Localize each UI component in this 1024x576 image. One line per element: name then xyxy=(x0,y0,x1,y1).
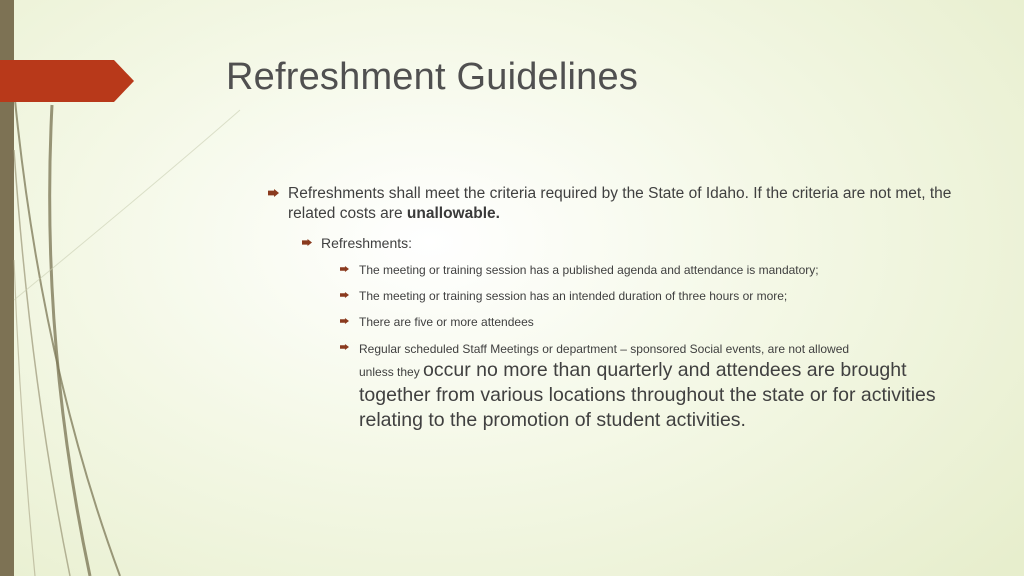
slide-title: Refreshment Guidelines xyxy=(226,56,639,98)
staff-meetings-large-text: occur no more than quarterly and attendees are brought together from various locations throughout the state or for activities relating to the promotion of student activities. xyxy=(359,359,936,431)
arrow-bullet-icon xyxy=(268,189,279,197)
bullet-criteria xyxy=(288,184,968,224)
sub-bullet-staff-meetings xyxy=(359,341,969,433)
arrow-bullet-icon xyxy=(340,344,349,350)
staff-meetings-line1: Regular scheduled Staff Meetings or department – sponsored Social events, are not allowed xyxy=(359,342,850,356)
arrow-bullet-icon xyxy=(340,318,349,324)
bullet-refreshments: Refreshments: xyxy=(321,235,413,251)
arrow-bullet-icon xyxy=(340,266,349,272)
title-accent-tab xyxy=(0,60,134,102)
unallowable-emphasis: unallowable. xyxy=(406,205,500,222)
staff-meetings-lead: unless they xyxy=(359,365,424,379)
sub-bullet-duration: The meeting or training session has an intended duration of three hours or more; xyxy=(359,289,788,303)
sub-bullet-attendees: There are five or more attendees xyxy=(359,315,534,329)
arrow-bullet-icon xyxy=(302,239,312,246)
sub-bullet-agenda: The meeting or training session has a published agenda and attendance is mandatory; xyxy=(359,263,819,277)
arrow-bullet-icon xyxy=(340,292,349,298)
bullet-criteria-text: Refreshments shall meet the criteria required by the State of Idaho. If the criteria are not met, the related costs are xyxy=(288,185,952,222)
